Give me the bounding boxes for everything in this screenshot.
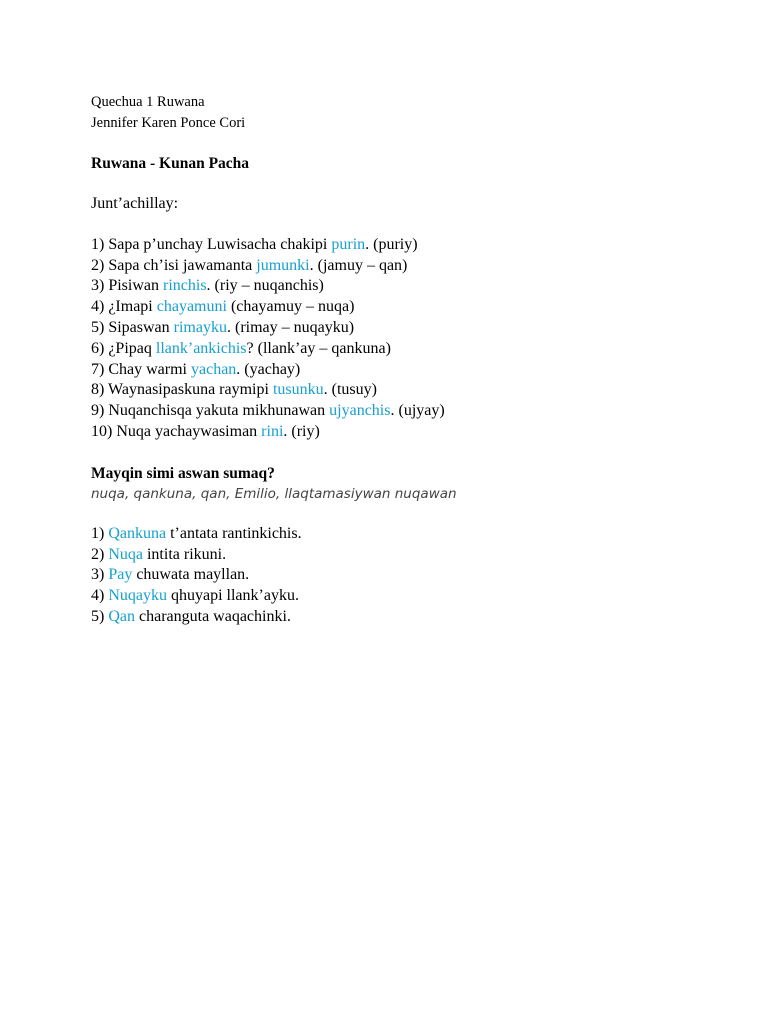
section1-heading: Junt’achillay: bbox=[91, 195, 179, 212]
exercise-item bbox=[91, 297, 731, 318]
exercise-item bbox=[91, 545, 731, 566]
item-hint: . (tusuy) bbox=[323, 381, 377, 399]
exercise-item bbox=[91, 318, 731, 339]
exercise-item bbox=[91, 401, 731, 422]
item-text: 2) Sapa ch’isi jawamanta bbox=[91, 256, 257, 274]
item-text: 4) ¿Imapi bbox=[91, 298, 157, 316]
item-number: 3) bbox=[91, 566, 109, 584]
item-text: 5) Sipaswan bbox=[91, 318, 174, 336]
answer-word: tusunku bbox=[272, 381, 324, 399]
answer-word: rini bbox=[261, 422, 284, 440]
exercise-item bbox=[91, 422, 731, 443]
answer-word: jumunki bbox=[256, 256, 310, 274]
item-text: 6) ¿Pipaq bbox=[91, 339, 156, 357]
exercise-item bbox=[91, 339, 731, 360]
answer-word: Nuqa bbox=[108, 545, 143, 563]
answer-word: llank’ankichis bbox=[155, 339, 247, 357]
exercise-item bbox=[91, 276, 731, 297]
answer-word: Nuqayku bbox=[108, 587, 167, 605]
section2-heading: Mayqin simi aswan sumaq? bbox=[91, 464, 275, 482]
item-text: 1) Sapa p’unchay Luwisacha chakipi bbox=[91, 235, 332, 253]
item-text: charanguta waqachinki. bbox=[134, 607, 291, 625]
item-text: t’antata rantinkichis. bbox=[166, 524, 302, 542]
answer-word: chayamuni bbox=[156, 298, 227, 316]
exercise-item bbox=[91, 380, 731, 401]
section2-list bbox=[91, 524, 731, 628]
word-bank: nuqa, qankuna, qan, Emilio, llaqtamasiywan nuqawan bbox=[91, 485, 457, 502]
item-hint: (chayamuy – nuqa) bbox=[226, 298, 355, 316]
item-hint: ? (llank’ay – qankuna) bbox=[246, 339, 391, 357]
document-title: Ruwana - Kunan Pacha bbox=[91, 155, 250, 172]
item-number: 4) bbox=[91, 587, 109, 605]
answer-word: purin bbox=[331, 235, 366, 253]
exercise-item bbox=[91, 524, 731, 545]
exercise-item bbox=[91, 256, 731, 277]
answer-word: rimayku bbox=[173, 318, 227, 336]
item-hint: . (rimay – nuqayku) bbox=[226, 318, 355, 336]
exercise-item bbox=[91, 565, 731, 586]
answer-word: yachan bbox=[190, 360, 237, 378]
item-number: 2) bbox=[91, 545, 109, 563]
item-text: 3) Pisiwan bbox=[91, 277, 163, 295]
exercise-item bbox=[91, 360, 731, 381]
item-number: 1) bbox=[91, 524, 109, 542]
author-name: Jennifer Karen Ponce Cori bbox=[91, 115, 246, 131]
item-number: 5) bbox=[91, 607, 109, 625]
exercise-item bbox=[91, 607, 731, 628]
item-hint: . (riy) bbox=[283, 422, 320, 440]
item-text: chuwata mayllan. bbox=[132, 566, 250, 584]
exercise-item bbox=[91, 235, 731, 256]
answer-word: Pay bbox=[108, 566, 133, 584]
document-content bbox=[91, 92, 731, 628]
item-text: 9) Nuqanchisqa yakuta mikhunawan bbox=[91, 402, 330, 420]
item-hint: . (jamuy – qan) bbox=[309, 256, 408, 274]
answer-word: Qan bbox=[108, 607, 135, 625]
item-text: qhuyapi llank’ayku. bbox=[166, 587, 299, 605]
item-text: 8) Waynasipaskuna raymipi bbox=[91, 381, 273, 399]
section1-list bbox=[91, 235, 731, 443]
item-text: intita rikuni. bbox=[142, 545, 227, 563]
item-hint: . (puriy) bbox=[365, 235, 418, 253]
item-hint: . (riy – nuqanchis) bbox=[206, 277, 324, 295]
answer-word: ujyanchis bbox=[329, 402, 391, 420]
course-title: Quechua 1 Ruwana bbox=[91, 94, 205, 110]
item-text: 10) Nuqa yachaywasiman bbox=[91, 422, 262, 440]
answer-word: rinchis bbox=[163, 277, 207, 295]
item-hint: . (yachay) bbox=[236, 360, 301, 378]
item-text: 7) Chay warmi bbox=[91, 360, 191, 378]
exercise-item bbox=[91, 586, 731, 607]
answer-word: Qankuna bbox=[108, 524, 167, 542]
item-hint: . (ujyay) bbox=[390, 402, 445, 420]
